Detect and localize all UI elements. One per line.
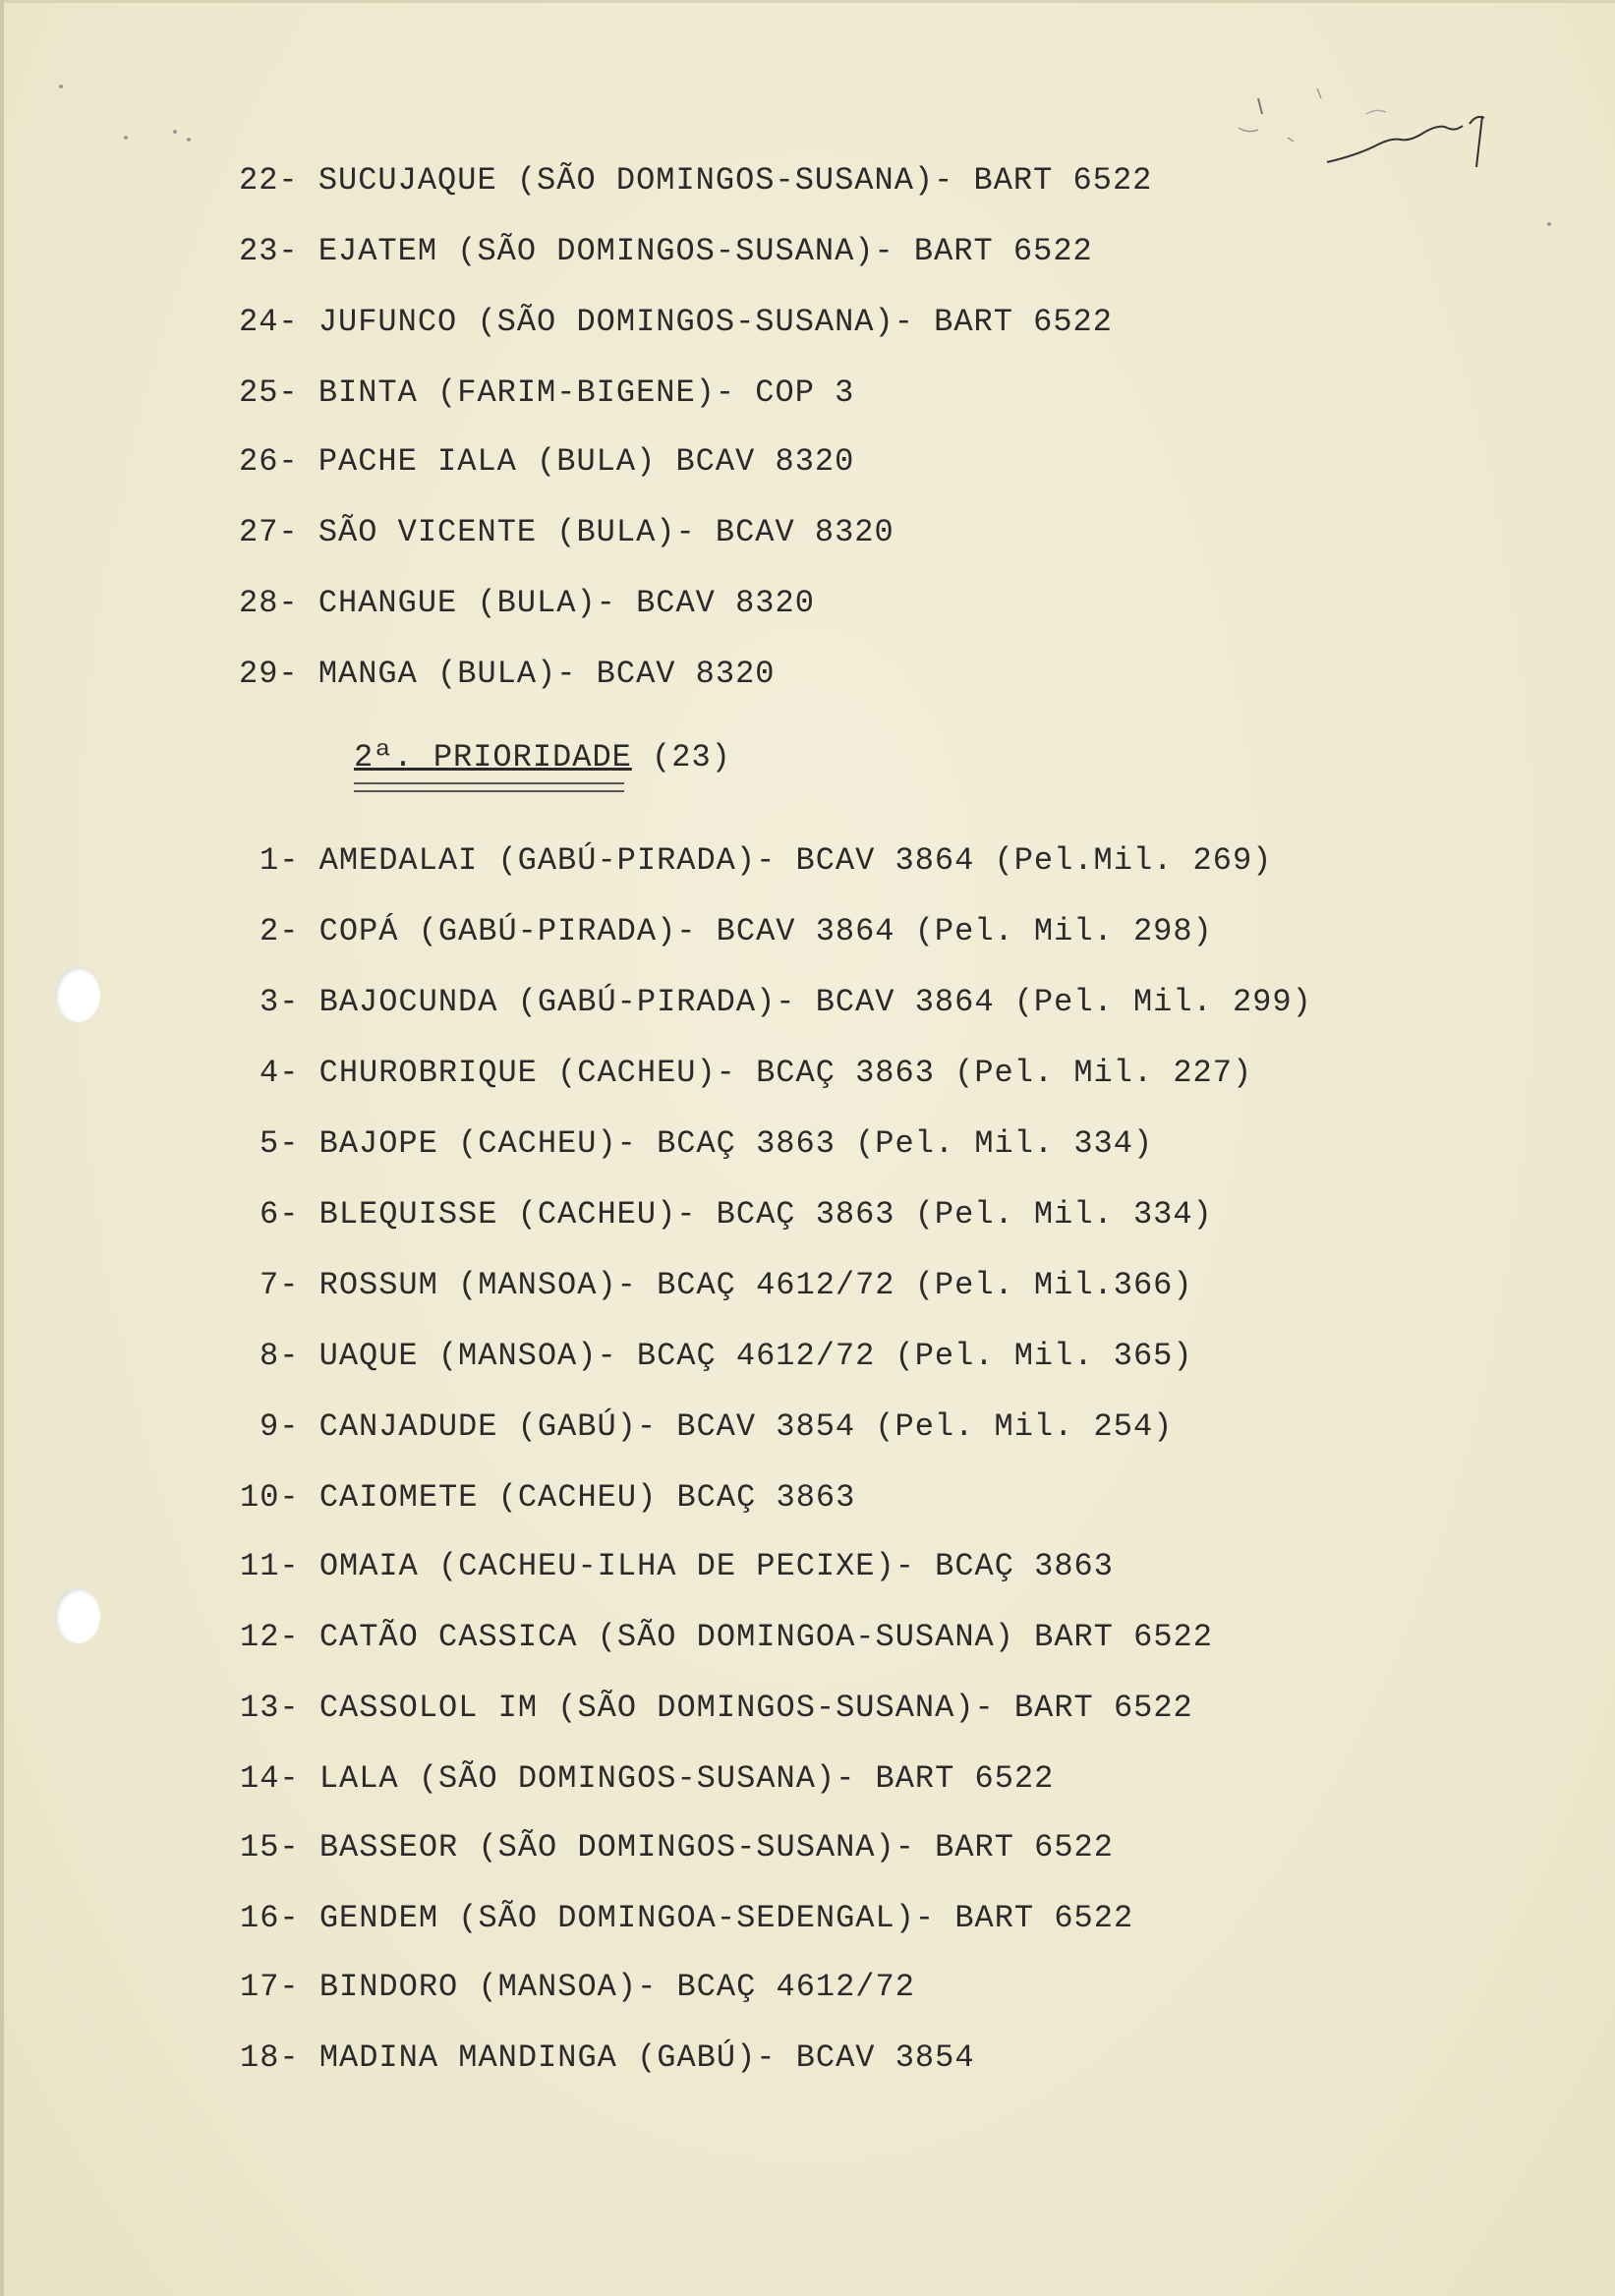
- paper-speck: [187, 138, 191, 142]
- list-item: 13- CASSOLOL IM (SÃO DOMINGOS-SUSANA)- BART 6522: [240, 1690, 1193, 1726]
- list-item: 26- PACHE IALA (BULA) BCAV 8320: [239, 443, 855, 480]
- list-item: 22- SUCUJAQUE (SÃO DOMINGOS-SUSANA)- BART 6522: [239, 162, 1153, 199]
- list-item: 10- CAIOMETE (CACHEU) BCAÇ 3863: [240, 1479, 856, 1516]
- list-item: 5- BAJOPE (CACHEU)- BCAÇ 3863 (Pel. Mil. 334): [260, 1125, 1154, 1162]
- section-heading-count: (23): [652, 739, 731, 775]
- list-item: 2- COPÁ (GABÚ-PIRADA)- BCAV 3864 (Pel. Mil. 298): [260, 913, 1213, 949]
- list-item: 17- BINDORO (MANSOA)- BCAÇ 4612/72: [240, 1969, 915, 2005]
- list-item: 24- JUFUNCO (SÃO DOMINGOS-SUSANA)- BART 6522: [239, 304, 1113, 340]
- heading-double-underline: [354, 782, 624, 792]
- section-heading: [354, 739, 731, 775]
- list-item: 25- BINTA (FARIM-BIGENE)- COP 3: [239, 374, 855, 411]
- paper-speck: [1547, 222, 1551, 226]
- punch-hole-bottom: [55, 1588, 100, 1643]
- list-item: 4- CHUROBRIQUE (CACHEU)- BCAÇ 3863 (Pel. Mil. 227): [260, 1055, 1253, 1091]
- paper-speck: [124, 136, 128, 140]
- list-item: 28- CHANGUE (BULA)- BCAV 8320: [239, 585, 815, 621]
- list-item: 3- BAJOCUNDA (GABÚ-PIRADA)- BCAV 3864 (Pel. Mil. 299): [260, 984, 1312, 1020]
- list-item: 16- GENDEM (SÃO DOMINGOA-SEDENGAL)- BART 6522: [240, 1900, 1134, 1936]
- list-item: 6- BLEQUISSE (CACHEU)- BCAÇ 3863 (Pel. Mil. 334): [260, 1196, 1213, 1233]
- list-item: 9- CANJADUDE (GABÚ)- BCAV 3854 (Pel. Mil. 254): [260, 1408, 1174, 1445]
- section-heading-title: 2ª. PRIORIDADE: [354, 739, 632, 775]
- list-item: 7- ROSSUM (MANSOA)- BCAÇ 4612/72 (Pel. Mil.366): [260, 1267, 1193, 1303]
- paper-speck: [173, 130, 177, 134]
- list-item: 11- OMAIA (CACHEU-ILHA DE PECIXE)- BCAÇ 3863: [240, 1548, 1114, 1584]
- list-item: 27- SÃO VICENTE (BULA)- BCAV 8320: [239, 514, 894, 550]
- list-item: 12- CATÃO CASSICA (SÃO DOMINGOA-SUSANA) BART 6522: [240, 1619, 1213, 1655]
- page-top-edge: [0, 0, 1615, 3]
- page-left-edge: [0, 0, 4, 2296]
- list-item: 1- AMEDALAI (GABÚ-PIRADA)- BCAV 3864 (Pel.Mil. 269): [260, 842, 1273, 879]
- list-item: 15- BASSEOR (SÃO DOMINGOS-SUSANA)- BART 6522: [240, 1829, 1114, 1866]
- punch-hole-top: [55, 967, 100, 1022]
- list-item: 29- MANGA (BULA)- BCAV 8320: [239, 656, 776, 692]
- handwritten-signature-mark: [1219, 69, 1504, 187]
- list-item: 18- MADINA MANDINGA (GABÚ)- BCAV 3854: [240, 2039, 975, 2076]
- list-item: 8- UAQUE (MANSOA)- BCAÇ 4612/72 (Pel. Mil. 365): [260, 1338, 1193, 1374]
- paper-speck: [59, 85, 63, 88]
- list-item: 14- LALA (SÃO DOMINGOS-SUSANA)- BART 6522: [240, 1760, 1055, 1797]
- list-item: 23- EJATEM (SÃO DOMINGOS-SUSANA)- BART 6522: [239, 233, 1093, 269]
